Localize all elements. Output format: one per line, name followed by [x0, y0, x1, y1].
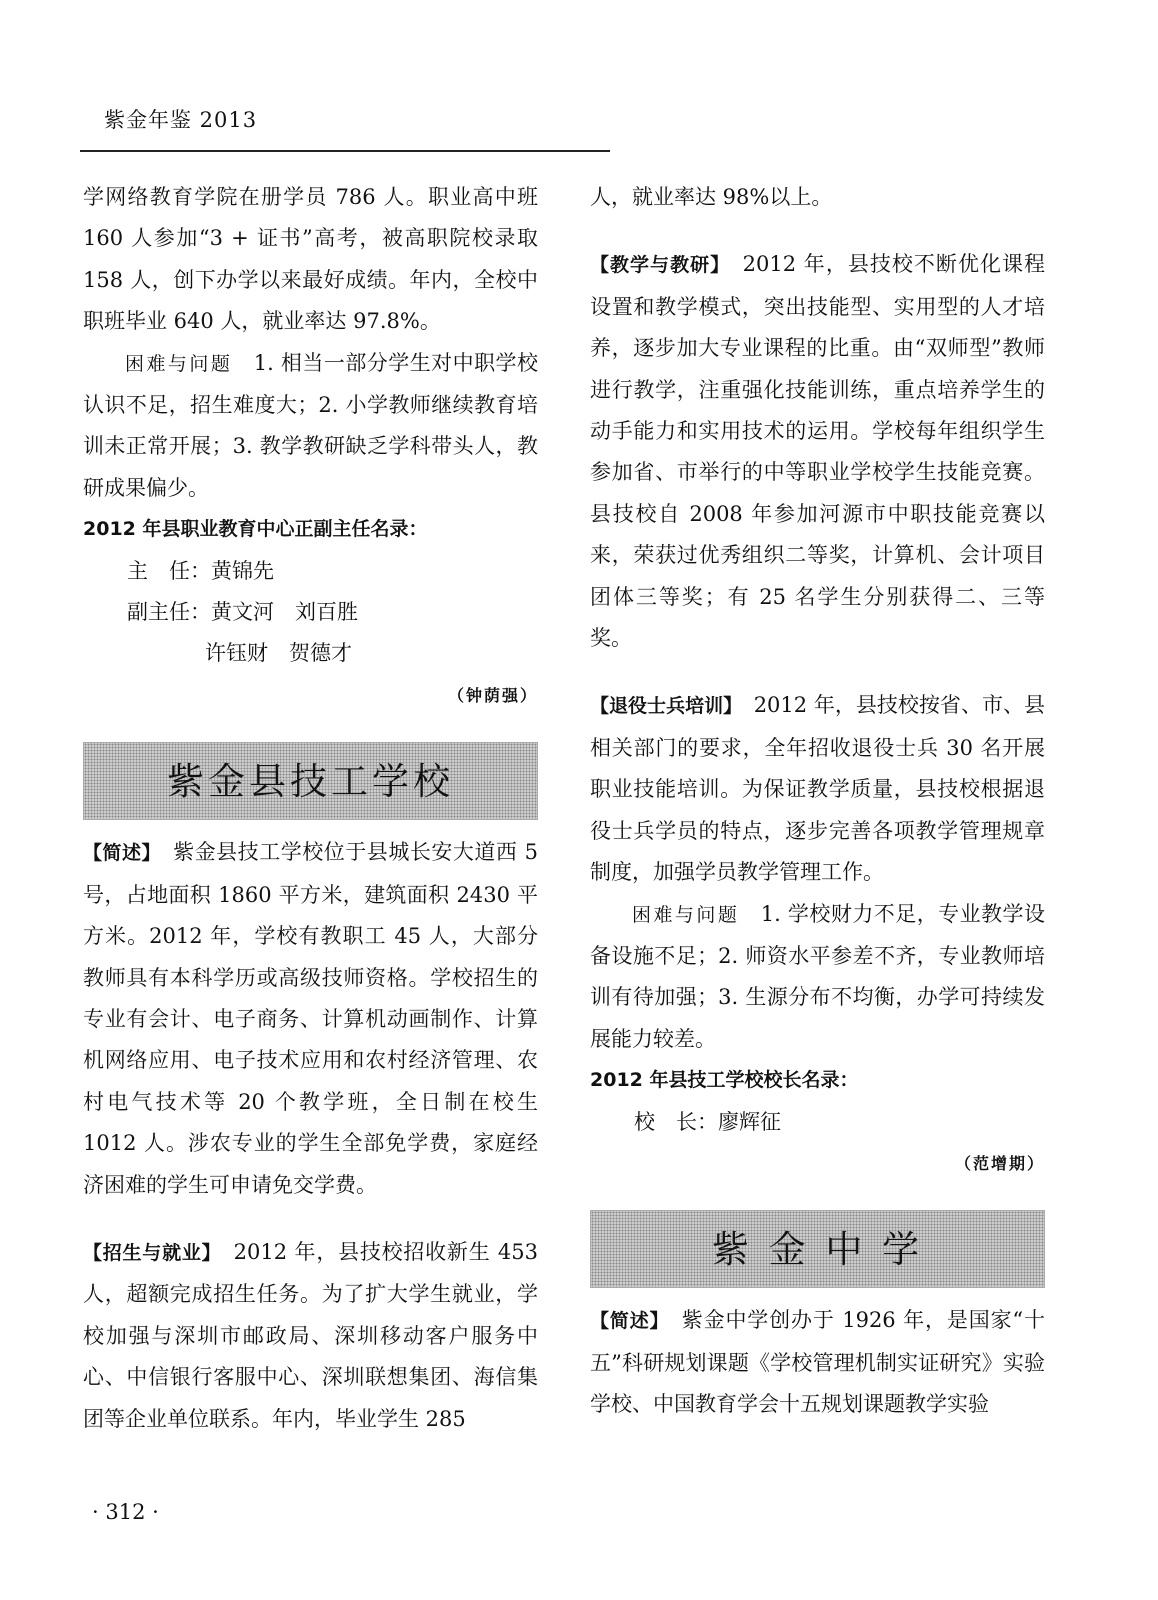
- director-line: 主 任：黄锦先: [127, 558, 274, 583]
- enrollment-paragraph: [83, 1232, 538, 1440]
- difficulties-text: 1. 学校财力不足，专业教学设备设施不足；2. 师资水平参差不齐，专业教师培训有待加强；3. 生源分布不均衡，办学可持续发展能力较差。: [590, 901, 1045, 1051]
- roster-title: 2012 年县职业教育中心正副主任名录：: [83, 518, 428, 541]
- enrollment-label: 【招生与就业】: [83, 1241, 212, 1264]
- principal-line: 校 长：廖辉征: [634, 1109, 781, 1134]
- difficulties-label: 困难与问题: [632, 903, 740, 926]
- deputy-line-1: 副主任：黄文河 刘百胜: [127, 600, 358, 625]
- section-banner: 紫 金 中 学: [590, 1210, 1045, 1288]
- overview-paragraph: [590, 1300, 1045, 1425]
- teaching-paragraph: [590, 244, 1045, 659]
- page-number: · 312 ·: [92, 1500, 159, 1524]
- deputy-line-2: 许钰财 贺德才: [205, 641, 352, 666]
- overview-label: 【简述】: [83, 842, 152, 865]
- author-credit: （范增期）: [954, 1153, 1045, 1173]
- continued-paragraph: 学网络教育学院在册学员 786 人。职业高中班 160 人参加“3 + 证书”高考，被高职院校录取 158 人，创下办学以来最好成绩。年内，全校中职班毕业 640 人，就业率达 97.8%。: [83, 185, 538, 334]
- difficulties-label: 困难与问题: [125, 352, 233, 375]
- roster-title: 2012 年县技工学校校长名录：: [590, 1069, 859, 1092]
- difficulties-text: 1. 相当一部分学生对中职学校认识不足，招生难度大；2. 小学教师继续教育培训未正常开展；3. 教学教研缺乏学科带头人，教研成果偏少。: [83, 350, 538, 500]
- overview-text: 紫金中学创办于 1926 年，是国家“十五”科研规划课题《学校管理机制实证研究》实验学校、中国教育学会十五规划课题教学实验: [590, 1308, 1046, 1417]
- teaching-text: 2012 年，县技校不断优化课程设置和教学模式，突出技能型、实用型的人才培养，逐步加大专业课程的比重。由“双师型”教师进行教学，注重强化技能训练，重点培养学生的动手能力和实用技术的运用。学校每年组织学生参加省、市举行的中等职业学校学生技能竞赛。县技校自 2008 年参加河源市中职技能竞赛以来，荣获过优秀组织二等奖，计算机、会计项目团体三等奖；有 25 名学生分别获得二、三等奖。: [590, 252, 1045, 651]
- veteran-label: 【退役士兵培训】: [590, 695, 733, 718]
- enrollment-text: 2012 年，县技校招收新生 453 人，超额完成招生任务。为了扩大学生就业，学校加强与深圳市邮政局、深圳移动客户服务中心、中信银行客服中心、深圳联想集团、海信集团等企业单位联系。年内，毕业学生 285: [83, 1239, 538, 1431]
- running-head: 紫金年鉴 2013: [104, 108, 258, 132]
- teaching-label: 【教学与教研】: [590, 254, 721, 277]
- continued-paragraph: 人，就业率达 98%以上。: [590, 185, 833, 209]
- veteran-paragraph: [590, 685, 1045, 893]
- overview-label: 【简述】: [590, 1310, 660, 1333]
- author-credit: （钟荫强）: [447, 685, 538, 705]
- overview-paragraph: [83, 832, 538, 1206]
- header-rule: [80, 150, 610, 152]
- section-banner: 紫金县技工学校: [83, 742, 538, 820]
- right-column: [590, 177, 1045, 1426]
- veteran-text: 2012 年，县技校按省、市、县相关部门的要求，全年招收退役士兵 30 名开展职业技能培训。为保证教学质量，县技校根据退役士兵学员的特点，逐步完善各项教学管理规章制度，加强学员教学管理工作。: [590, 693, 1046, 885]
- overview-text: 紫金县技工学校位于县城长安大道西 5 号，占地面积 1860 平方米，建筑面积 2430 平方米。2012 年，学校有教职工 45 人，大部分教师具有本科学历或高级技师资格。学校招生的专业有会计、电子商务、计算机动画制作、计算机网络应用、电子技术应用和农村经济管理、农村电气技术等 20 个教学班，全日制在校生 1012 人。涉农专业的学生全部免学费，家庭经济困难的学生可申请免交学费。: [83, 840, 538, 1197]
- difficulties-paragraph: [590, 894, 1045, 1061]
- left-column: [83, 177, 538, 1440]
- difficulties-paragraph: [83, 343, 538, 510]
